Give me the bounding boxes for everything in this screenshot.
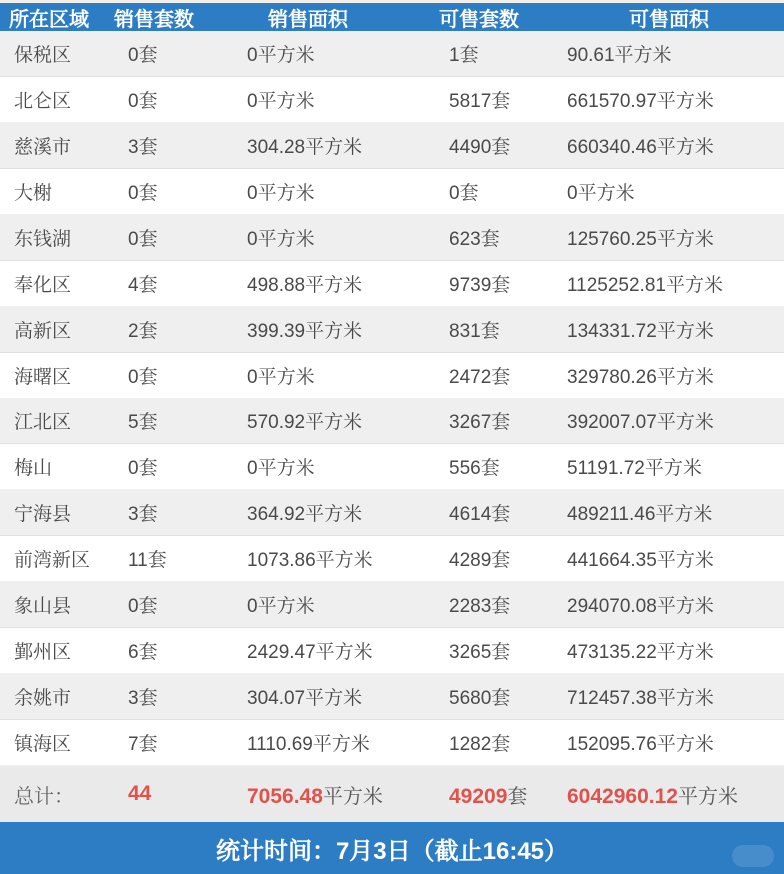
table-row xyxy=(0,628,784,674)
table-row xyxy=(0,674,784,720)
avail-units-cell: 2472套 xyxy=(449,366,511,388)
avail-area-cell: 473135.22平方米 xyxy=(567,642,714,664)
avail-units-cell: 623套 xyxy=(449,228,500,250)
avail-units-cell: 2283套 xyxy=(449,596,511,618)
region-cell: 高新区 xyxy=(14,320,72,342)
sold-area-cell: 0平方米 xyxy=(247,44,315,66)
sold-units-cell: 0套 xyxy=(128,44,158,66)
region-cell: 江北区 xyxy=(14,412,72,434)
sold-units-cell: 0套 xyxy=(128,182,158,204)
avail-units-cell: 831套 xyxy=(449,320,500,342)
sold-area-cell: 0平方米 xyxy=(247,596,315,618)
sold-units-cell: 4套 xyxy=(128,274,158,296)
sold-area-cell: 1110.69平方米 xyxy=(247,734,370,756)
region-cell: 东钱湖 xyxy=(14,228,72,250)
region-cell: 象山县 xyxy=(14,596,72,618)
avail-area-cell: 51191.72平方米 xyxy=(567,458,702,480)
sold-units-cell: 0套 xyxy=(128,90,158,112)
header-sold-units: 销售套数 xyxy=(114,9,194,31)
region-cell: 梅山 xyxy=(14,458,53,480)
avail-area-cell: 660340.46平方米 xyxy=(567,136,714,158)
total-label: 总计： xyxy=(14,785,74,808)
table-row xyxy=(0,123,784,169)
watermark-badge xyxy=(732,845,774,867)
sold-units-cell: 3套 xyxy=(128,136,158,158)
table-row xyxy=(0,261,784,307)
avail-area-cell: 1125252.81平方米 xyxy=(567,274,723,296)
sold-area-cell: 1073.86平方米 xyxy=(247,550,373,572)
sold-units-cell: 0套 xyxy=(128,366,158,388)
table-row xyxy=(0,77,784,123)
region-cell: 北仑区 xyxy=(14,90,72,112)
header-avail-area: 可售面积 xyxy=(629,9,709,31)
sold-units-cell: 6套 xyxy=(128,642,158,664)
table-row xyxy=(0,582,784,628)
avail-units-cell: 1套 xyxy=(449,44,479,66)
table-row xyxy=(0,490,784,536)
region-cell: 前湾新区 xyxy=(14,550,91,572)
avail-area-cell: 661570.97平方米 xyxy=(567,90,714,112)
avail-area-cell: 441664.35平方米 xyxy=(567,550,714,572)
sold-area-cell: 498.88平方米 xyxy=(247,274,363,296)
total-avail-units-value: 49209 xyxy=(449,784,508,808)
region-cell: 大榭 xyxy=(14,182,53,204)
table-row xyxy=(0,169,784,215)
avail-units-cell: 1282套 xyxy=(449,734,511,756)
table-row xyxy=(0,399,784,445)
sold-units-cell: 11套 xyxy=(128,550,167,572)
stats-time-text: 统计时间：7月3日（截止16:45） xyxy=(215,837,569,865)
total-sold-units: 44 xyxy=(128,782,152,805)
avail-units-cell: 4614套 xyxy=(449,504,511,526)
sold-units-cell: 0套 xyxy=(128,596,158,618)
sold-area-cell: 0平方米 xyxy=(247,90,315,112)
sold-units-cell: 3套 xyxy=(128,688,158,710)
avail-units-cell: 4490套 xyxy=(449,136,511,158)
sold-area-cell: 0平方米 xyxy=(247,366,315,388)
table-row xyxy=(0,353,784,399)
region-cell: 镇海区 xyxy=(14,734,72,756)
total-sold-area-unit: 平方米 xyxy=(322,785,383,808)
sold-area-cell: 0平方米 xyxy=(247,182,315,204)
sold-area-cell: 0平方米 xyxy=(247,458,315,480)
table-row xyxy=(0,307,784,353)
sold-units-cell: 5套 xyxy=(128,412,158,434)
sold-area-cell: 304.07平方米 xyxy=(247,688,363,710)
avail-area-cell: 134331.72平方米 xyxy=(567,320,714,342)
avail-units-cell: 5817套 xyxy=(449,90,511,112)
avail-units-cell: 4289套 xyxy=(449,550,511,572)
sold-area-cell: 364.92平方米 xyxy=(247,504,363,526)
avail-area-cell: 392007.07平方米 xyxy=(567,412,714,434)
sold-units-cell: 7套 xyxy=(128,734,158,756)
region-cell: 保税区 xyxy=(14,44,72,66)
header-avail-units: 可售套数 xyxy=(439,9,519,31)
sold-area-cell: 399.39平方米 xyxy=(247,320,363,342)
avail-area-cell: 125760.25平方米 xyxy=(567,228,714,250)
region-cell: 慈溪市 xyxy=(14,136,72,158)
sold-area-cell: 570.92平方米 xyxy=(247,412,363,434)
avail-area-cell: 294070.08平方米 xyxy=(567,596,714,618)
footer-bar xyxy=(0,822,784,874)
avail-area-cell: 489211.46平方米 xyxy=(567,504,713,526)
table-row xyxy=(0,215,784,261)
avail-area-cell: 712457.38平方米 xyxy=(567,688,714,710)
region-cell: 海曙区 xyxy=(14,366,72,388)
table-row xyxy=(0,31,784,77)
sold-units-cell: 3套 xyxy=(128,504,158,526)
avail-units-cell: 556套 xyxy=(449,458,500,480)
avail-area-cell: 329780.26平方米 xyxy=(567,366,714,388)
table-body xyxy=(0,31,784,766)
sold-units-cell: 2套 xyxy=(128,320,158,342)
sold-units-cell: 0套 xyxy=(128,228,158,250)
avail-area-cell: 152095.76平方米 xyxy=(567,734,714,756)
avail-units-cell: 3265套 xyxy=(449,642,511,664)
table-row xyxy=(0,444,784,490)
avail-area-cell: 90.61平方米 xyxy=(567,44,672,66)
table-row xyxy=(0,720,784,766)
total-avail-units-unit: 套 xyxy=(507,785,528,808)
total-avail-area-unit: 平方米 xyxy=(677,785,738,808)
avail-units-cell: 3267套 xyxy=(449,412,511,434)
avail-units-cell: 5680套 xyxy=(449,688,511,710)
avail-units-cell: 0套 xyxy=(449,182,479,204)
region-cell: 余姚市 xyxy=(14,688,72,710)
sold-area-cell: 304.28平方米 xyxy=(247,136,363,158)
total-row xyxy=(0,766,784,822)
table-row xyxy=(0,536,784,582)
region-cell: 奉化区 xyxy=(14,274,72,296)
region-cell: 宁海县 xyxy=(14,504,72,526)
total-sold-area-value: 7056.48 xyxy=(247,784,323,808)
total-avail-area-value: 6042960.12 xyxy=(567,784,678,808)
sold-area-cell: 2429.47平方米 xyxy=(247,642,373,664)
region-cell: 鄞州区 xyxy=(14,642,72,664)
avail-units-cell: 9739套 xyxy=(449,274,511,296)
sold-area-cell: 0平方米 xyxy=(247,228,315,250)
avail-area-cell: 0平方米 xyxy=(567,182,635,204)
header-sold-area: 销售面积 xyxy=(268,9,348,31)
table-header-row xyxy=(0,3,784,31)
header-region: 所在区域 xyxy=(9,9,89,31)
sold-units-cell: 0套 xyxy=(128,458,158,480)
